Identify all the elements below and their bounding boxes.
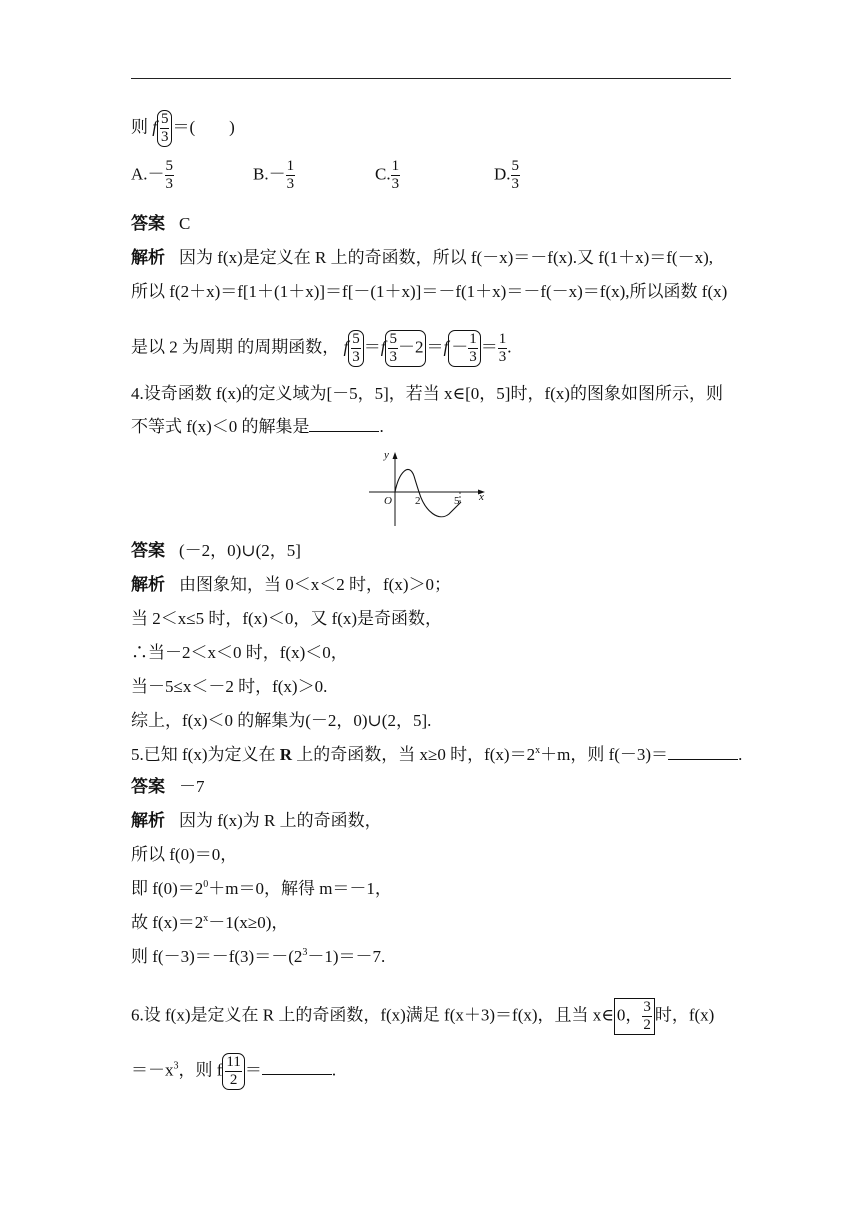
prev-answer: 答案 C (131, 214, 191, 233)
q5-analysis-2: 所以 f(0)＝0， (131, 845, 238, 864)
q6-line-1: 6.设 f(x)是定义在 R 上的奇函数，f(x)满足 f(x＋3)＝f(x)，且当 x∈ 0， $\frac{3}{2}$ 时，f(x) (131, 999, 715, 1033)
curve (395, 469, 461, 516)
origin-label: O (384, 495, 392, 507)
q5-analysis-4: 故 $f(x)=2^x-1(x\ge 0)$， (131, 913, 289, 932)
q4-answer: 答案 (－2，0)∪(2，5] (131, 541, 301, 560)
q5-analysis-1: 解析 因为 f(x)为 R 上的奇函数， (131, 811, 382, 830)
paren-group (157, 110, 173, 147)
x-label: x (479, 491, 484, 503)
y-axis-arrow (393, 452, 398, 459)
q4-line-1: 4.设奇函数 f(x)的定义域为[－5，5]，若当 x∈[0，5]时，f(x)的图象如图所示，则 (131, 384, 723, 403)
q4-analysis-4: 当－5≤x＜－2 时，f(x)＞0. (131, 677, 328, 696)
function-graph (365, 446, 490, 530)
q4-analysis-5: 综上，f(x)＜0 的解集为(－2，0)∪(2，5]. (131, 711, 432, 730)
q4-analysis-2: 当 2＜x≤5 时，f(x)＜0，又 f(x)是奇函数， (131, 609, 443, 628)
stem-suffix: ＝( ) (172, 117, 235, 137)
q6-line-2: $=-x^3$，则 f $\frac{11}{2}$ ＝ . (131, 1054, 337, 1088)
q4-analysis-1: 解析 由图象知，当 0＜x＜2 时，f(x)＞0； (131, 575, 451, 594)
q5-answer: 答案 －7 (131, 777, 205, 796)
prev-analysis-line-2: 所以 f(2＋x)＝f[1＋(1＋x)]＝f[－(1＋x)]＝－f(1＋x)＝－f(－x)＝f(x),所以函数 f(x) (131, 282, 728, 301)
answer-blank (262, 1060, 332, 1075)
q5-line: 5.已知 f(x)为定义在 R 上的奇函数，当 x≥0 时，$f(x)=2^x+m$，则 f(－3)＝ . (131, 745, 743, 764)
header-rule (131, 78, 731, 79)
tick-2: 2 (415, 495, 421, 507)
y-label: y (384, 449, 389, 461)
prev-analysis-line-1: 解析 因为 f(x)是定义在 R 上的奇函数，所以 f(－x)＝－f(x).又 f(1＋x)＝f(－x), (131, 248, 714, 267)
option-a: A.－ $\frac{5}{3}$ (131, 158, 174, 192)
option-c: C. $\frac{1}{3}$ (375, 158, 400, 192)
q4-line-2: 不等式 f(x)＜0 的解集是 . (131, 417, 384, 436)
option-d: D. $\frac{5}{3}$ (494, 158, 520, 192)
answer-blank (668, 745, 738, 760)
fraction: $\frac{5}{3}$ (160, 111, 169, 145)
stem-prefix: 则 (131, 117, 148, 137)
func-f: f (152, 117, 157, 137)
option-b: B.－ $\frac{1}{3}$ (253, 158, 295, 192)
prev-analysis-line-3: 是以 2 为周期 的周期函数， f $\frac{5}{3}$ ＝f $\frac{5}{3}$ －2 ＝f － $\frac{1}{3}$ ＝ $\frac{1}{3}$ . (131, 331, 512, 365)
interval: 0， $\frac{3}{2}$ (614, 998, 655, 1035)
q5-analysis-3: 即 $f(0)=2^0+m=0$，解得 m＝－1， (131, 879, 392, 898)
answer-blank (309, 417, 379, 432)
q5-analysis-5: 则 $f(-3)=-f(3)=-(2^3-1)=-7$. (131, 947, 386, 966)
prev-stem (131, 110, 235, 147)
q4-analysis-3: ∴当－2＜x＜0 时，f(x)＜0， (131, 643, 348, 662)
tick-5: 5 (454, 495, 460, 507)
